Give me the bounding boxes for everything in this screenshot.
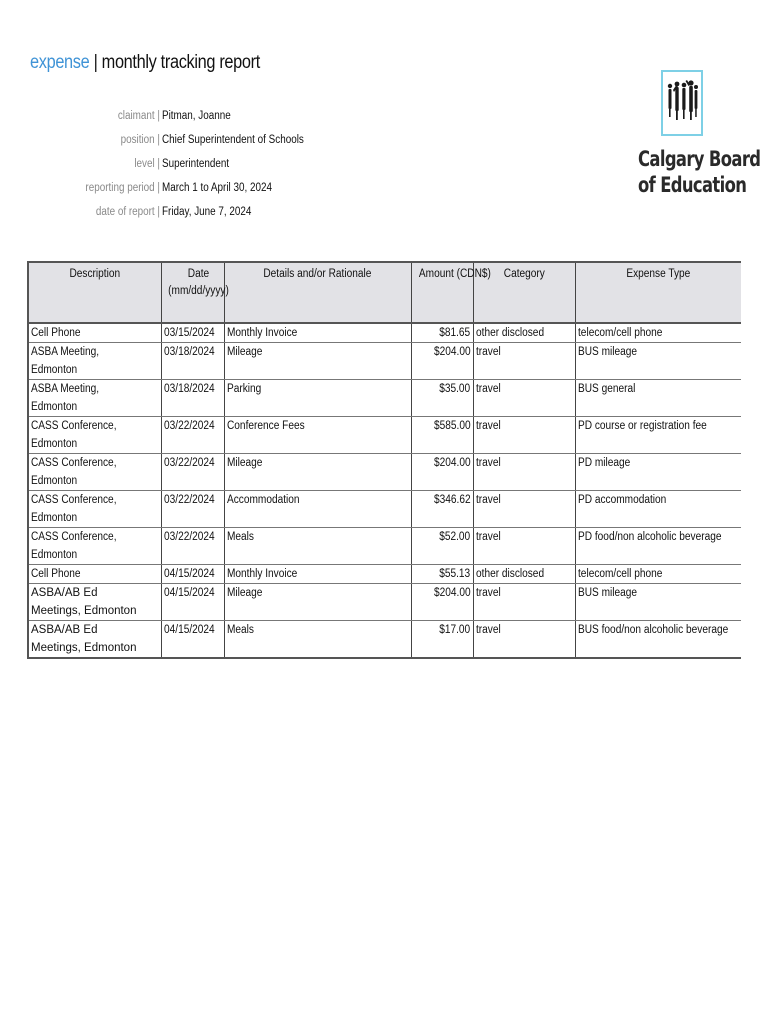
cell-details: Parking (224, 380, 411, 417)
meta-label: reporting period | (85, 182, 160, 194)
cell-expense-type: telecom/cell phone (575, 323, 741, 343)
cell-category: travel (473, 528, 575, 565)
cell-amount: $204.00 (411, 584, 473, 621)
cell-date: 03/18/2024 (161, 343, 224, 380)
table-row (28, 584, 741, 621)
cell-date: 03/22/2024 (161, 417, 224, 454)
cell-amount: $35.00 (411, 380, 473, 417)
meta-label: position | (120, 134, 160, 146)
cell-amount: $204.00 (411, 343, 473, 380)
table-row (28, 417, 741, 454)
meta-label: claimant | (117, 110, 160, 122)
col-header-date: Date (mm/dd/yyyy) (161, 262, 224, 323)
table-row (28, 323, 741, 343)
cell-amount: $585.00 (411, 417, 473, 454)
people-figures-icon (661, 70, 703, 136)
cbe-logo (638, 70, 761, 210)
cell-description: CASS Conference, Edmonton (28, 454, 161, 491)
cell-details: Monthly Invoice (224, 323, 411, 343)
cell-category: travel (473, 343, 575, 380)
cell-description: ASBA/AB Ed Meetings, Edmonton (28, 621, 161, 659)
meta-value: Friday, June 7, 2024 (162, 206, 252, 218)
cell-description: ASBA/AB Ed Meetings, Edmonton (28, 584, 161, 621)
cell-expense-type: PD food/non alcoholic beverage (575, 528, 741, 565)
logo-line-2: of Education (638, 173, 747, 197)
cell-category: other disclosed (473, 323, 575, 343)
cell-date: 04/15/2024 (161, 621, 224, 659)
title-accent: expense (30, 52, 90, 73)
logo-line-1: Calgary Board (638, 147, 761, 171)
cell-expense-type: BUS food/non alcoholic beverage (575, 621, 741, 659)
cell-amount: $55.13 (411, 565, 473, 584)
meta-row-claimant (0, 110, 420, 128)
meta-row-position (0, 134, 420, 152)
col-header-category: Category (473, 262, 575, 323)
meta-row-date-of-report (0, 206, 420, 224)
table-row (28, 454, 741, 491)
cell-category: travel (473, 491, 575, 528)
cell-expense-type: PD course or registration fee (575, 417, 741, 454)
cell-details: Mileage (224, 343, 411, 380)
table-row (28, 528, 741, 565)
cell-date: 03/18/2024 (161, 380, 224, 417)
meta-row-reporting-period (0, 182, 420, 200)
cell-details: Mileage (224, 584, 411, 621)
cell-date: 03/22/2024 (161, 491, 224, 528)
cell-category: travel (473, 621, 575, 659)
cell-description: CASS Conference, Edmonton (28, 528, 161, 565)
cell-details: Accommodation (224, 491, 411, 528)
cell-expense-type: BUS mileage (575, 343, 741, 380)
meta-value: March 1 to April 30, 2024 (162, 182, 272, 194)
cell-date: 04/15/2024 (161, 565, 224, 584)
col-header-details: Details and/or Rationale (224, 262, 411, 323)
cell-date: 03/15/2024 (161, 323, 224, 343)
cell-category: travel (473, 454, 575, 491)
cell-description: CASS Conference, Edmonton (28, 417, 161, 454)
cell-expense-type: BUS mileage (575, 584, 741, 621)
cell-description: ASBA Meeting, Edmonton (28, 343, 161, 380)
cell-category: travel (473, 417, 575, 454)
title-rest: | monthly tracking report (89, 52, 260, 73)
report-title (30, 52, 260, 74)
cell-details: Meals (224, 621, 411, 659)
col-header-description: Description (28, 262, 161, 323)
table-header-row (28, 262, 741, 323)
cell-description: Cell Phone (28, 323, 161, 343)
cell-amount: $81.65 (411, 323, 473, 343)
cell-category: other disclosed (473, 565, 575, 584)
meta-value: Superintendent (162, 158, 230, 170)
meta-label: date of report | (95, 206, 160, 218)
cell-date: 04/15/2024 (161, 584, 224, 621)
table-row (28, 565, 741, 584)
cell-details: Mileage (224, 454, 411, 491)
cell-details: Monthly Invoice (224, 565, 411, 584)
cell-description: CASS Conference, Edmonton (28, 491, 161, 528)
table-row (28, 621, 741, 659)
cell-amount: $346.62 (411, 491, 473, 528)
cell-description: Cell Phone (28, 565, 161, 584)
logo-wordmark (638, 146, 761, 198)
col-header-amount: Amount (CDN$) (411, 262, 473, 323)
cell-amount: $204.00 (411, 454, 473, 491)
table-row (28, 491, 741, 528)
cell-expense-type: PD accommodation (575, 491, 741, 528)
cell-expense-type: BUS general (575, 380, 741, 417)
cell-details: Meals (224, 528, 411, 565)
cell-category: travel (473, 584, 575, 621)
table-row (28, 380, 741, 417)
cell-expense-type: telecom/cell phone (575, 565, 741, 584)
cell-details: Conference Fees (224, 417, 411, 454)
meta-value: Pitman, Joanne (162, 110, 231, 122)
cell-amount: $17.00 (411, 621, 473, 659)
col-header-expense-type: Expense Type (575, 262, 741, 323)
meta-label: level | (134, 158, 160, 170)
meta-row-level (0, 158, 420, 176)
cell-expense-type: PD mileage (575, 454, 741, 491)
expense-table (27, 261, 741, 659)
cell-date: 03/22/2024 (161, 528, 224, 565)
cell-date: 03/22/2024 (161, 454, 224, 491)
table-row (28, 343, 741, 380)
meta-value: Chief Superintendent of Schools (162, 134, 304, 146)
cell-category: travel (473, 380, 575, 417)
cell-description: ASBA Meeting, Edmonton (28, 380, 161, 417)
cell-amount: $52.00 (411, 528, 473, 565)
